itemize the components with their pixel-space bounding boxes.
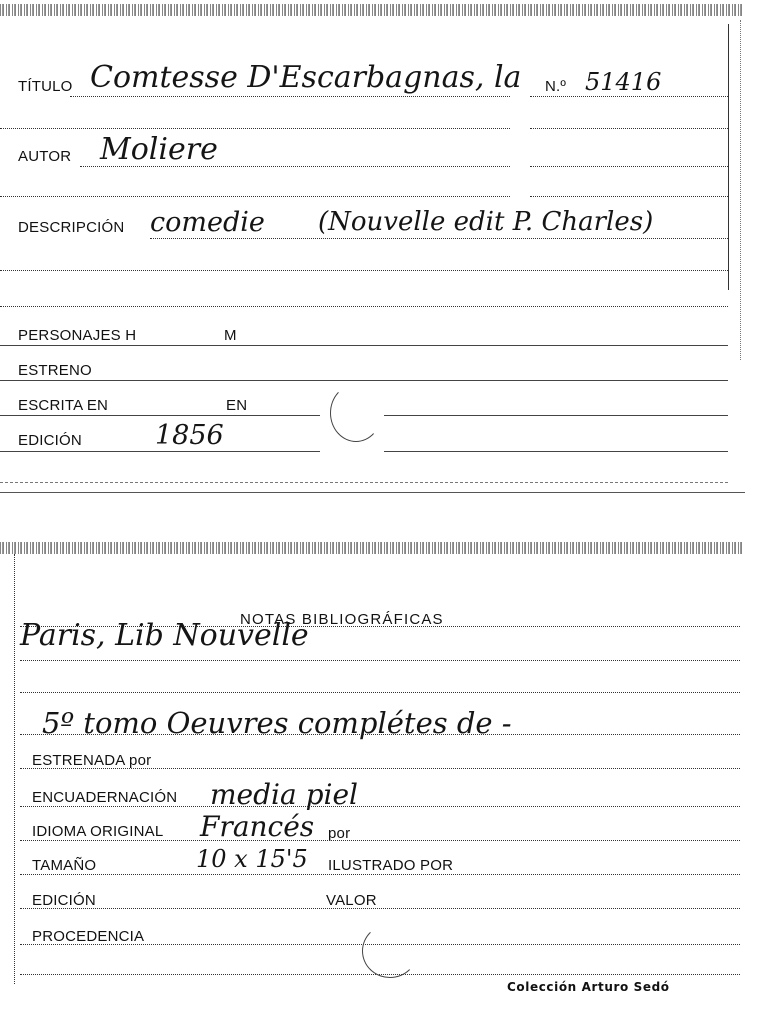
ilustrado-label: ILUSTRADO POR: [328, 857, 454, 874]
card-left-edge: [14, 554, 15, 984]
edicion-value: 1856: [155, 420, 224, 451]
idioma-label: IDIOMA ORIGINAL: [32, 823, 164, 840]
numero-rule: [530, 96, 728, 97]
stain-mark-back: [362, 924, 418, 978]
card-back: [0, 540, 742, 1028]
descripcion-value: comedie: [150, 207, 265, 238]
autor-rule: [80, 166, 510, 167]
escrita-rule-right: [384, 415, 728, 416]
autor-label: AUTOR: [18, 148, 72, 165]
rule-after-descripcion: [0, 270, 728, 271]
notas-line1: Paris, Lib Nouvelle: [20, 618, 309, 653]
edicion-label: EDICIÓN: [18, 432, 82, 449]
stain-mark: [330, 384, 382, 442]
rule-after-autor: [0, 196, 510, 197]
titulo-label: TÍTULO: [18, 78, 73, 95]
personajes-label: PERSONAJES H: [18, 327, 137, 344]
titulo-rule: [70, 96, 510, 97]
bottom-dashed-rule: [0, 482, 728, 483]
personajes-rule: [0, 345, 728, 346]
idioma-por-label: por: [328, 825, 351, 842]
numero-value: 51416: [585, 68, 662, 96]
idioma-rule: [20, 840, 740, 841]
notas-label: NOTAS BIBLIOGRÁFICAS: [240, 611, 444, 628]
card-front: [0, 0, 742, 492]
rule-after-autor-right: [530, 196, 728, 197]
escrita-rule-left: [0, 415, 320, 416]
autor-rule-right: [530, 166, 728, 167]
rule-blank: [0, 306, 728, 307]
rule-after-titulo: [0, 128, 510, 129]
notas-line2: 5º tomo Oeuvres complétes de -: [42, 706, 512, 740]
estreno-rule: [0, 380, 728, 381]
descripcion-label: DESCRIPCIÓN: [18, 219, 125, 236]
card-separator: [0, 492, 745, 493]
edicion-back-label: EDICIÓN: [32, 892, 96, 909]
edicion-back-rule: [20, 908, 740, 909]
valor-label: VALOR: [326, 892, 377, 909]
autor-value: Moliere: [100, 132, 218, 167]
coleccion-footer: Colección Arturo Sedó: [507, 980, 670, 994]
edicion-rule-right: [384, 451, 728, 452]
estreno-label: ESTRENO: [18, 362, 92, 379]
descripcion-note: (Nouvelle edit P. Charles): [318, 207, 654, 237]
procedencia-label: PROCEDENCIA: [32, 928, 145, 945]
torn-top-edge: [0, 4, 742, 16]
numero-label: N.º: [545, 78, 567, 95]
tamano-value: 10 x 15'5: [196, 845, 308, 873]
estrenada-label: ESTRENADA por: [32, 752, 152, 769]
tamano-label: TAMAÑO: [32, 857, 97, 874]
card-outer-edge: [740, 20, 741, 360]
rule-after-numero: [530, 128, 728, 129]
notas-blank-rule: [20, 692, 740, 693]
titulo-value: Comtesse D'Escarbagnas, la: [90, 60, 522, 95]
escrita-label: ESCRITA EN: [18, 397, 109, 414]
encuadernacion-rule: [20, 806, 740, 807]
estrenada-rule: [20, 768, 740, 769]
encuadernacion-label: ENCUADERNACIÓN: [32, 789, 178, 806]
tamano-rule: [20, 874, 740, 875]
card-right-edge: [728, 24, 729, 290]
descripcion-rule: [150, 238, 728, 239]
notas-line2-rule: [20, 734, 740, 735]
edicion-rule-left: [0, 451, 320, 452]
personajes-m-label: M: [224, 327, 237, 344]
notas-line1-rule: [20, 660, 740, 661]
torn-top-edge-back: [0, 542, 742, 554]
escrita-en-label: EN: [226, 397, 248, 414]
idioma-value: Francés: [200, 810, 315, 843]
encuadernacion-value: media piel: [210, 778, 358, 811]
